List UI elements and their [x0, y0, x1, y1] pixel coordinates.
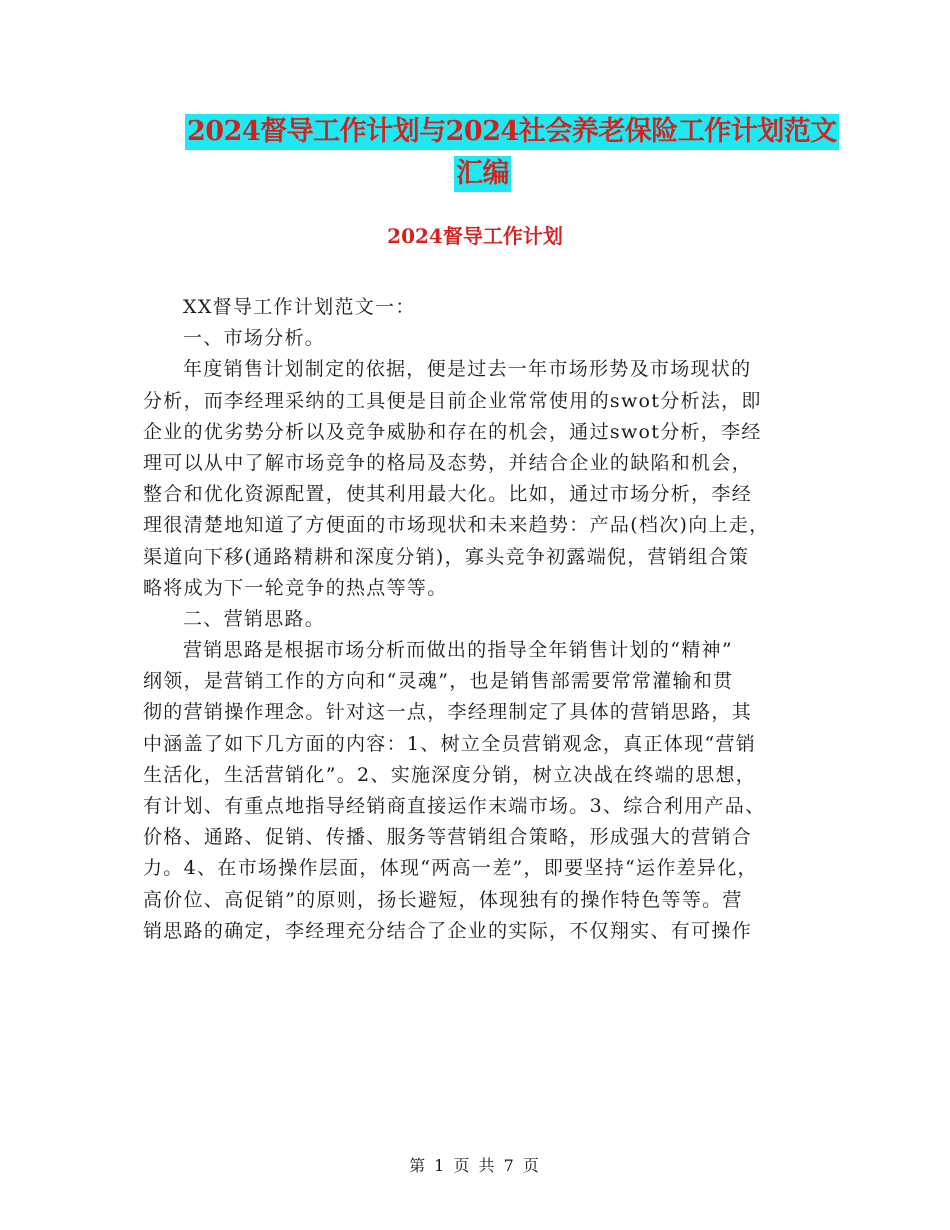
text-line: 高价位、高促销”的原则，扬长避短，体现独有的操作特色等等。营 [143, 888, 743, 911]
text-line: 二、营销思路。 [183, 607, 326, 630]
body-text [143, 292, 819, 947]
title-line-1: 2024督导工作计划与2024社会养老保险工作计划范文 [185, 114, 839, 150]
text-line: 渠道向下移(通路精耕和深度分销)，寡头竞争初露端倪，营销组合策 [143, 545, 750, 568]
text-line: 一、市场分析。 [183, 327, 326, 350]
text-line: 价格、通路、促销、传播、服务等营销组合策略，形成强大的营销合 [143, 826, 753, 849]
text-line: 年度销售计划制定的依据，便是过去一年市场形势及市场现状的 [183, 358, 752, 381]
page-footer: 第 1 页 共 7 页 [409, 1156, 541, 1175]
text-line: 中涵盖了如下几方面的内容：1、树立全员营销观念，真正体现“营销 [143, 732, 757, 755]
text-line: 彻的营销操作理念。针对这一点，李经理制定了具体的营销思路，其 [143, 701, 753, 724]
text-line: XX督导工作计划范文一： [183, 296, 416, 318]
text-line: 营销思路是根据市场分析而做出的指导全年销售计划的“精神” [183, 639, 733, 662]
text-line: 略将成为下一轮竞争的热点等等。 [143, 576, 448, 599]
text-line: 销思路的确定，李经理充分结合了企业的实际，不仅翔实、有可操作 [143, 919, 753, 942]
text-line: 生活化，生活营销化”。2、实施深度分销，树立决战在终端的思想， [143, 763, 757, 786]
text-line: 企业的优劣势分析以及竞争威胁和存在的机会，通过swot分析，李经 [143, 420, 762, 443]
text-line: 分析，而李经理采纳的工具便是目前企业常常使用的swot分析法，即 [143, 389, 762, 412]
text-line: 力。4、在市场操作层面，体现“两高一差”，即要坚持“运作差异化， [143, 857, 758, 880]
text-line: 理可以从中了解市场竞争的格局及态势，并结合企业的缺陷和机会， [143, 451, 753, 474]
text-line: 整合和优化资源配置，使其利用最大化。比如，通过市场分析，李经 [143, 483, 753, 506]
text-line: 理很清楚地知道了方便面的市场现状和未来趋势：产品(档次)向上走， [143, 514, 770, 537]
section-heading: 2024督导工作计划 [387, 224, 563, 248]
text-line: 有计划、有重点地指导经销商直接运作末端市场。3、综合利用产品、 [143, 795, 766, 817]
title-line-2: 汇编 [454, 156, 511, 192]
text-line: 纲领，是营销工作的方向和“灵魂”，也是销售部需要常常灌输和贯 [143, 670, 734, 693]
